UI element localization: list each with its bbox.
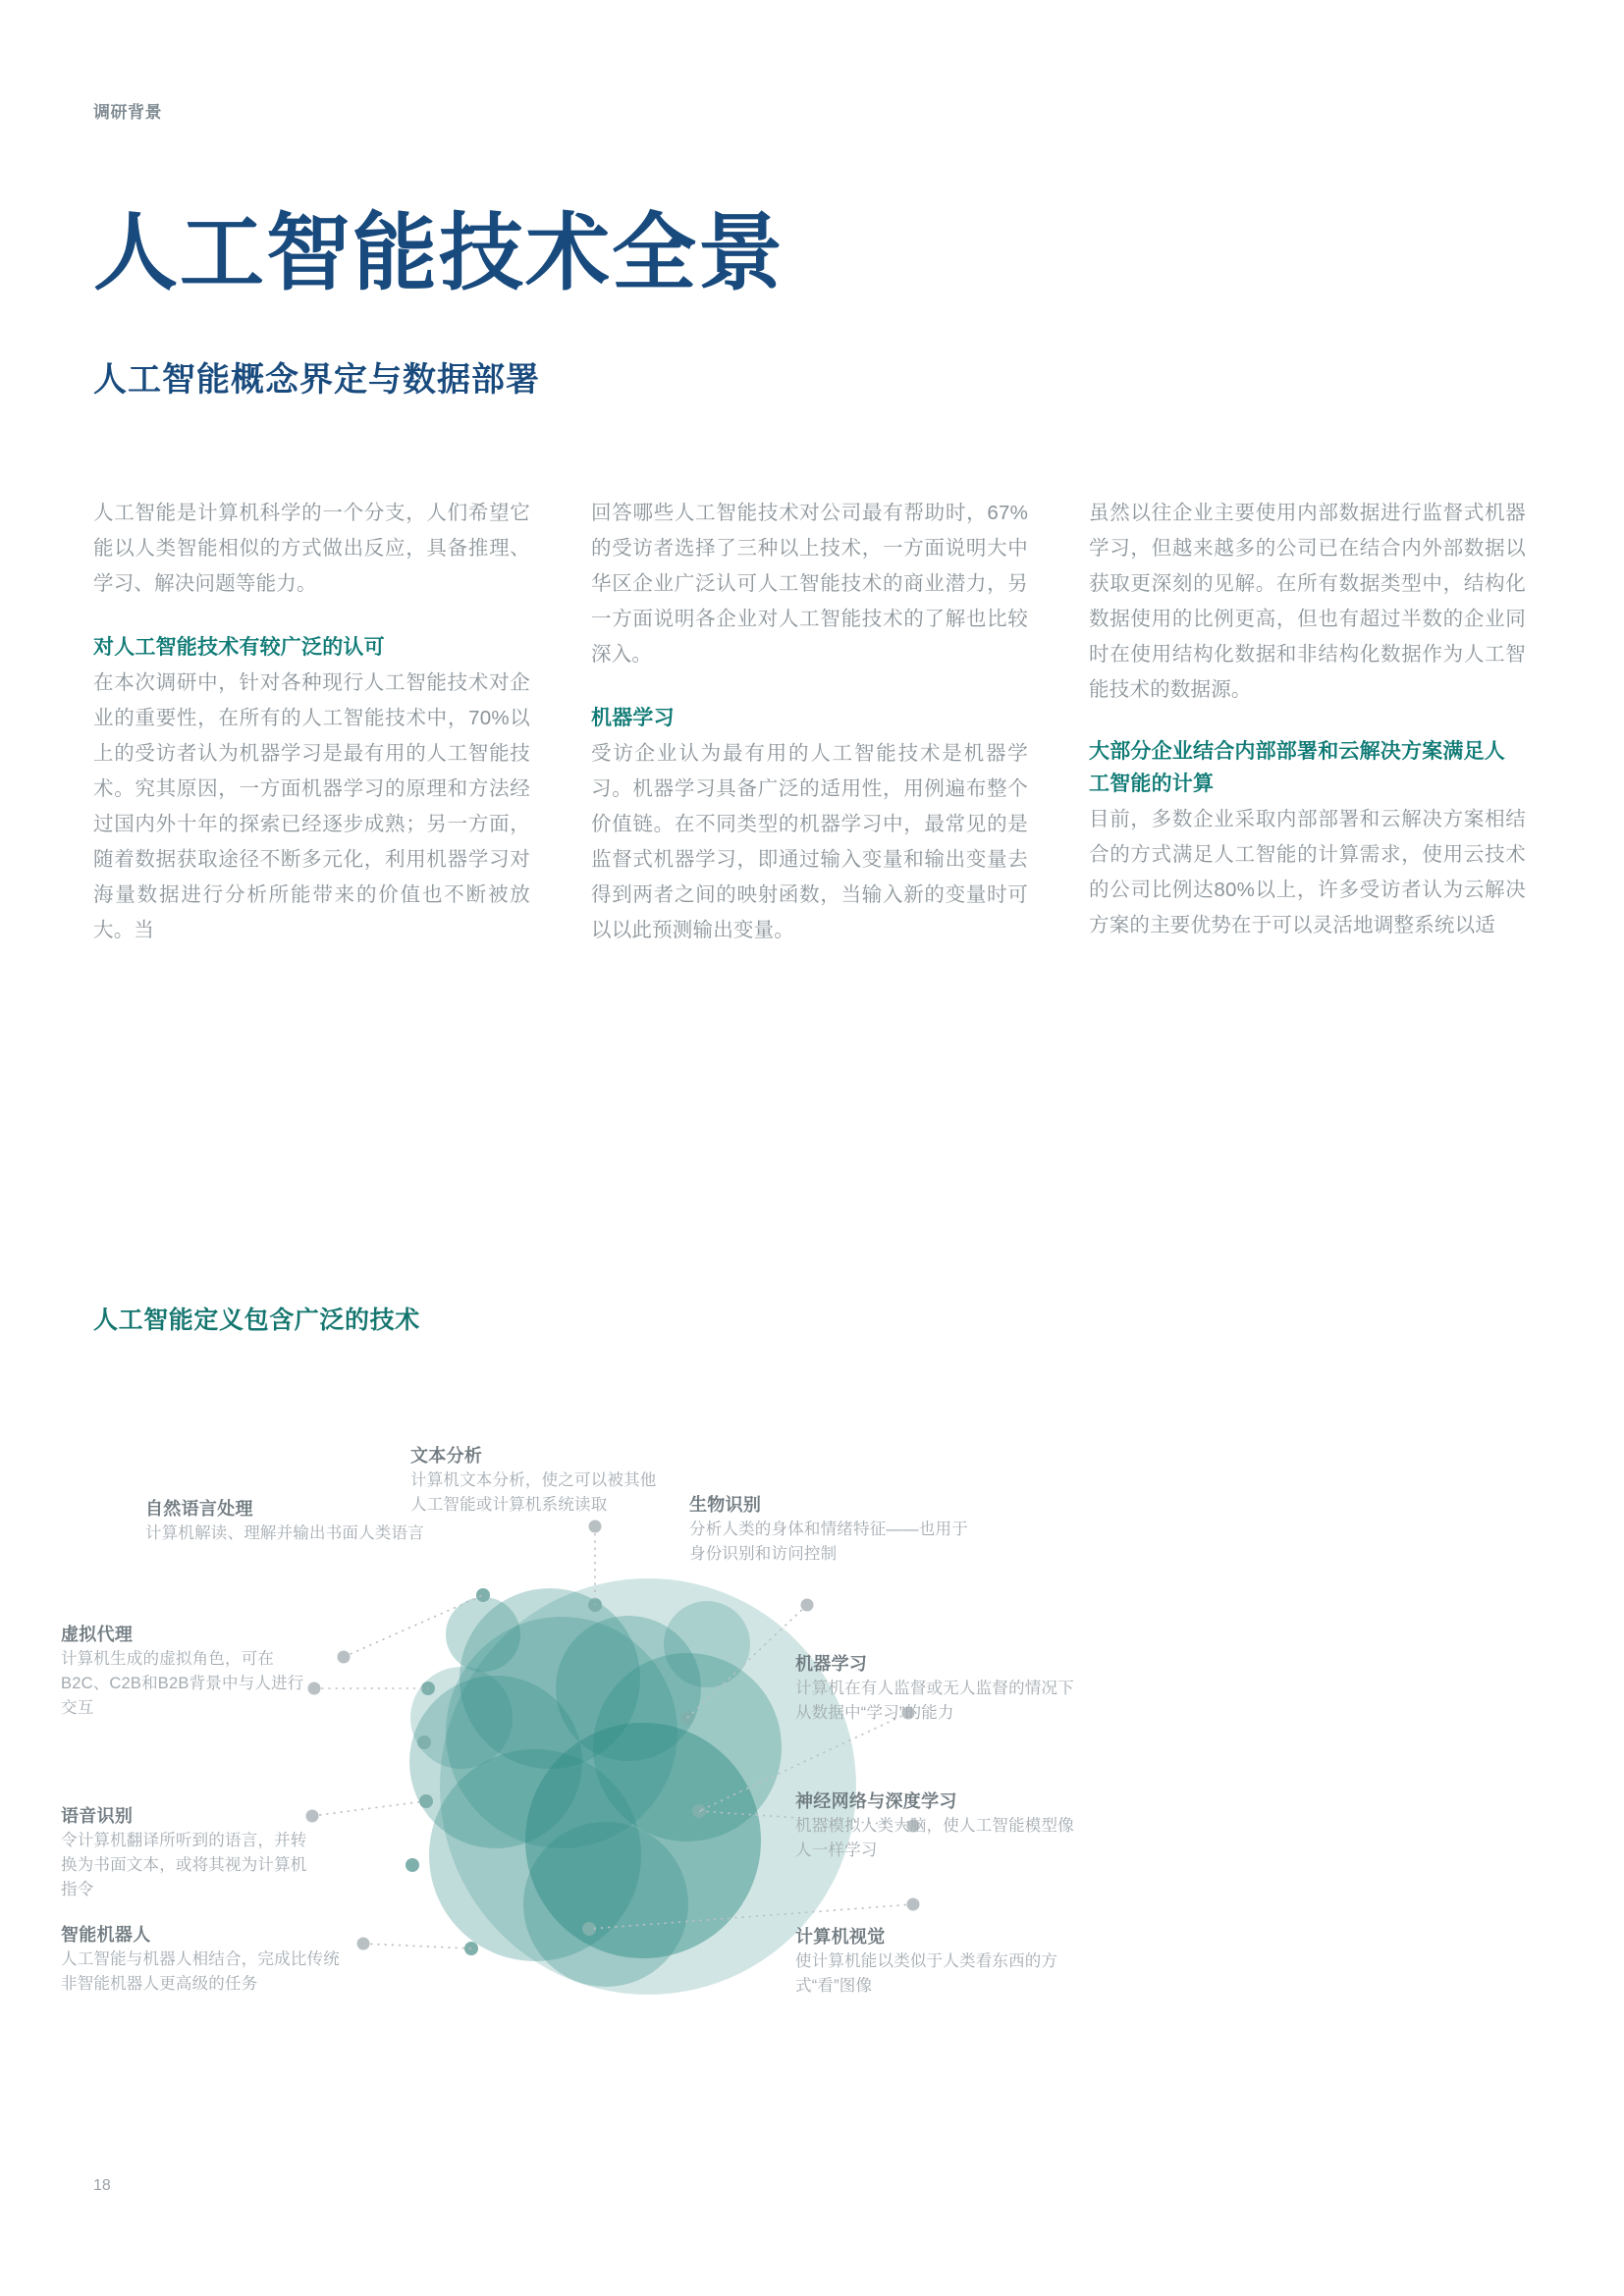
text-column-1 — [93, 496, 530, 948]
label-title: 自然语言处理 — [145, 1499, 253, 1519]
label-description: 计算机解读、理解并输出书面人类语言 — [145, 1524, 424, 1542]
column-heading: 机器学习 — [591, 707, 675, 729]
label-title: 文本分析 — [410, 1446, 483, 1466]
page-number: 18 — [93, 2177, 111, 2194]
label-machine-learning — [795, 1651, 1080, 1726]
label-description: 计算机文本分析，使之可以被其他人工智能或计算机系统读取 — [410, 1471, 657, 1514]
label-title: 生物识别 — [689, 1495, 762, 1515]
label-description: 计算机生成的虚拟角色，可在B2C、C2B和B2B背景中与人进行交互 — [61, 1650, 304, 1717]
label-title: 虚拟代理 — [61, 1625, 134, 1644]
paragraph: 受访企业认为最有用的人工智能技术是机器学习。机器学习具备广泛的适用性，用例遍布整个价值链。在不同类型的机器学习中，最常见的是监督式机器学习，即通过输入变量和输出变量去得到两者之间的映射函数，当输入新的变量时可以以此预测输出变量。 — [591, 742, 1028, 941]
label-description: 分析人类的身体和情绪特征——也用于身份识别和访问控制 — [689, 1521, 968, 1563]
page-title: 人工智能技术全景 — [93, 206, 785, 300]
column-heading: 大部分企业结合内部部署和云解决方案满足人工智能的计算 — [1089, 740, 1505, 795]
label-description: 令计算机翻译所听到的语言，并转换为书面文本，或将其视为计算机指令 — [61, 1832, 307, 1898]
paragraph: 虽然以往企业主要使用内部数据进行监督式机器学习，但越来越多的公司已在结合内外部数据以获取更深刻的见解。在所有数据类型中，结构化数据使用的比例更高，但也有超过半数的企业同时在使用结构化数据和非结构化数据作为人工智能技术的数据源。 — [1089, 502, 1526, 701]
label-title: 计算机视觉 — [795, 1927, 886, 1947]
paragraph: 在本次调研中，针对各种现行人工智能技术对企业的重要性，在所有的人工智能技术中，70%以上的受访者认为机器学习是最有用的人工智能技术。究其原因，一方面机器学习的原理和方法经过国内外十年的探索已经逐步成熟；另一方面，随着数据获取途径不断多元化，利用机器学习对海量数据进行分析所能带来的价值也不断被放大。当 — [93, 671, 530, 941]
label-intelligent-robot — [61, 1922, 346, 1997]
label-title: 智能机器人 — [61, 1925, 151, 1945]
label-text-analytics — [410, 1443, 661, 1518]
text-column-3 — [1089, 496, 1526, 948]
section-eyebrow: 调研背景 — [93, 103, 162, 122]
bubble-cluster — [409, 1578, 856, 1995]
column-heading: 对人工智能技术有较广泛的认可 — [93, 636, 385, 659]
body-columns — [93, 496, 1527, 948]
label-description: 人工智能与机器人相结合，完成比传统非智能机器人更高级的任务 — [61, 1950, 340, 1993]
label-virtual-agent — [61, 1622, 312, 1721]
paragraph: 回答哪些人工智能技术对公司最有帮助时，67%的受访者选择了三种以上技术，一方面说明大中华区企业广泛认可人工智能技术的商业潜力，另一方面说明各企业对人工智能技术的了解也比较深入。 — [591, 502, 1028, 666]
label-title: 语音识别 — [61, 1806, 134, 1826]
label-biometrics — [689, 1492, 974, 1567]
label-description: 机器模拟人类大脑，使人工智能模型像人一样学习 — [795, 1817, 1074, 1859]
figure-title: 人工智能定义包含广泛的技术 — [93, 1307, 420, 1334]
label-neural-networks-deep-learning — [795, 1789, 1080, 1863]
paragraph: 目前，多数企业采取内部部署和云解决方案相结合的方式满足人工智能的计算需求，使用云技术的公司比例达80%以上，许多受访者认为云解决方案的主要优势在于可以灵活地调整系统以适 — [1089, 808, 1526, 936]
label-computer-vision — [795, 1924, 1080, 1999]
page-subtitle: 人工智能概念界定与数据部署 — [93, 361, 540, 399]
ai-technology-bubble-diagram — [0, 1394, 1624, 2140]
label-description: 使计算机能以类似于人类看东西的方式“看”图像 — [795, 1952, 1058, 1995]
label-description: 计算机在有人监督或无人监督的情况下从数据中“学习”的能力 — [795, 1680, 1074, 1722]
label-title: 神经网络与深度学习 — [795, 1791, 957, 1811]
label-natural-language-processing — [145, 1496, 440, 1546]
label-title: 机器学习 — [795, 1654, 868, 1674]
text-column-2 — [591, 496, 1028, 948]
label-speech-recognition — [61, 1803, 318, 1902]
paragraph: 人工智能是计算机科学的一个分支，人们希望它能以人类智能相似的方式做出反应，具备推理、学习、解决问题等能力。 — [93, 502, 530, 595]
